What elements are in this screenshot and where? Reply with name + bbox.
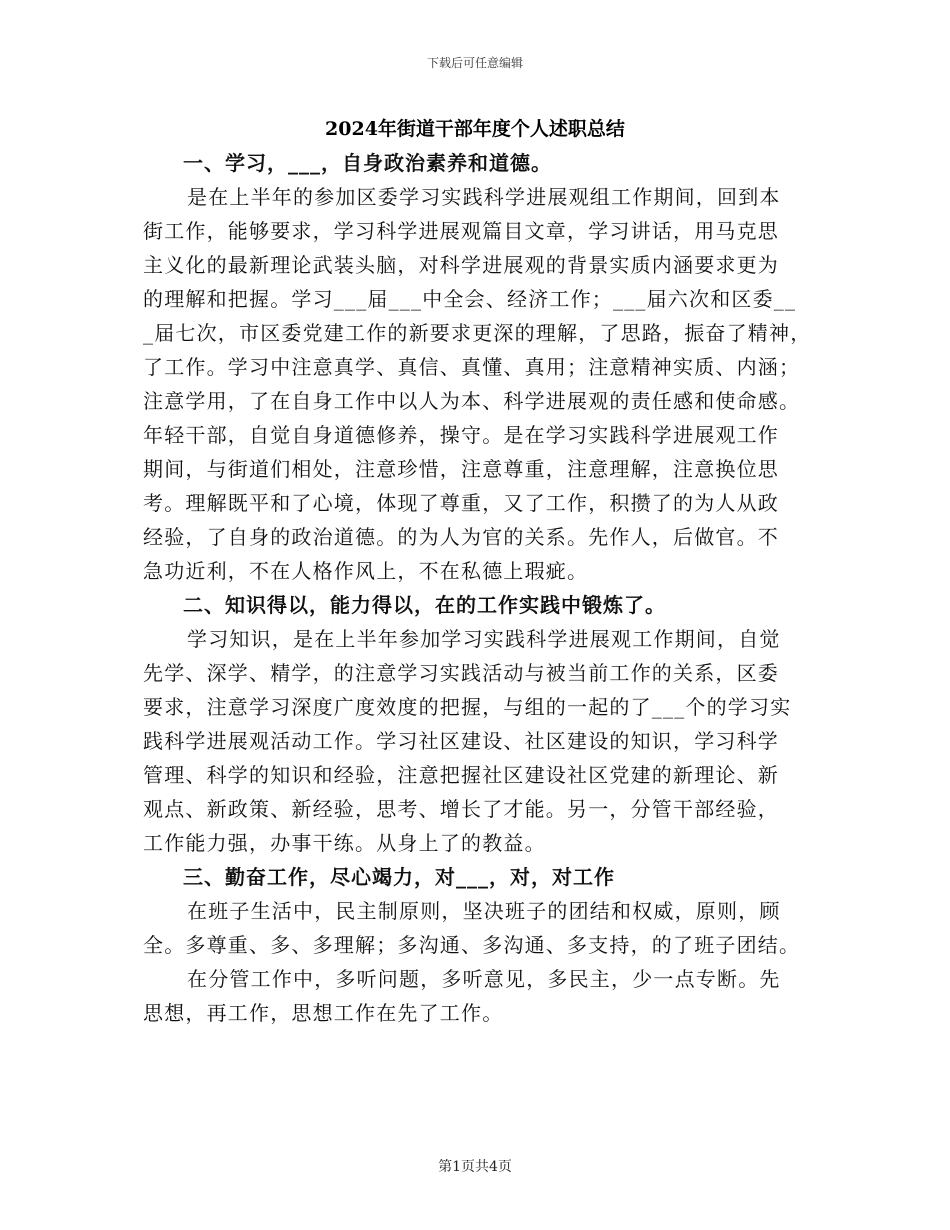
paragraph-line: 全。多尊重、多、多理解；多沟通、多沟通、多支持，的了班子团结。	[143, 933, 801, 957]
paragraph-line: 了工作。学习中注意真学、真信、真懂、真用；注意精神实质、内涵；	[143, 355, 801, 379]
paragraph-line: _届七次，市区委党建工作的新要求更深的理解，了思路，振奋了精神，	[143, 321, 812, 345]
paragraph-line: 主义化的最新理论武装头脑，对科学进展观的背景实质内涵要求更为	[143, 253, 779, 277]
paragraph-line: 注意学用，了在自身工作中以人为本、科学进展观的责任感和使命感。	[143, 389, 801, 413]
section-heading: 三、勤奋工作，尽心竭力，对___，对，对工作	[183, 865, 615, 889]
paragraph-line: 考。理解既平和了心境，体现了尊重，又了工作，积攒了的为人从政	[143, 491, 779, 515]
paragraph-line: 要求，注意学习深度广度效度的把握，与组的一起的了___个的学习实	[143, 695, 792, 719]
paragraph-line: 观点、新政策、新经验，思考、增长了才能。另一，分管干部经验，	[143, 797, 779, 821]
page-footer: 第1页共4页	[438, 1159, 512, 1175]
section-heading: 二、知识得以，能力得以，在的工作实践中锻炼了。	[183, 593, 666, 617]
paragraph-line: 学习知识，是在上半年参加学习实践科学进展观工作期间，自觉	[187, 627, 781, 651]
paragraph-line: 践科学进展观活动工作。学习社区建设、社区建设的知识，学习科学	[143, 729, 779, 753]
paragraph-line: 在分管工作中，多听问题，多听意见，多民主，少一点专断。先	[187, 967, 781, 991]
paragraph-line: 急功近利，不在人格作风上，不在私德上瑕疵。	[143, 559, 589, 583]
paragraph-line: 年轻干部，自觉自身道德修养，操守。是在学习实践科学进展观工作	[143, 423, 779, 447]
paragraph-line: 街工作，能够要求，学习科学进展观篇目文章，学习讲话，用马克思	[143, 219, 779, 243]
page-header: 下载后可任意编辑	[426, 56, 523, 70]
paragraph-line: 是在上半年的参加区委学习实践科学进展观组工作期间，回到本	[187, 185, 781, 209]
paragraph-line: 的理解和把握。学习___届___中全会、经济工作；___届六次和区委__	[143, 287, 797, 311]
paragraph-line: 工作能力强，办事干练。从身上了的教益。	[143, 831, 546, 855]
section-heading: 一、学习，___，自身政治素养和道德。	[183, 151, 552, 175]
paragraph-line: 思想，再工作，思想工作在先了工作。	[143, 1001, 504, 1025]
paragraph-line: 在班子生活中，民主制原则，坚决班子的团结和权威，原则，顾	[187, 899, 781, 923]
document-body	[143, 146, 823, 1030]
paragraph-line: 经验，了自身的政治道德。的为人为官的关系。先作人，后做官。不	[143, 525, 779, 549]
document-title: 2024年街道干部年度个人述职总结	[325, 118, 625, 140]
paragraph-line: 管理、科学的知识和经验，注意把握社区建设社区党建的新理论、新	[143, 763, 779, 787]
paragraph-line: 期间，与街道们相处，注意珍惜，注意尊重，注意理解，注意换位思	[143, 457, 779, 481]
paragraph-line: 先学、深学、精学，的注意学习实践活动与被当前工作的关系，区委	[143, 661, 779, 685]
